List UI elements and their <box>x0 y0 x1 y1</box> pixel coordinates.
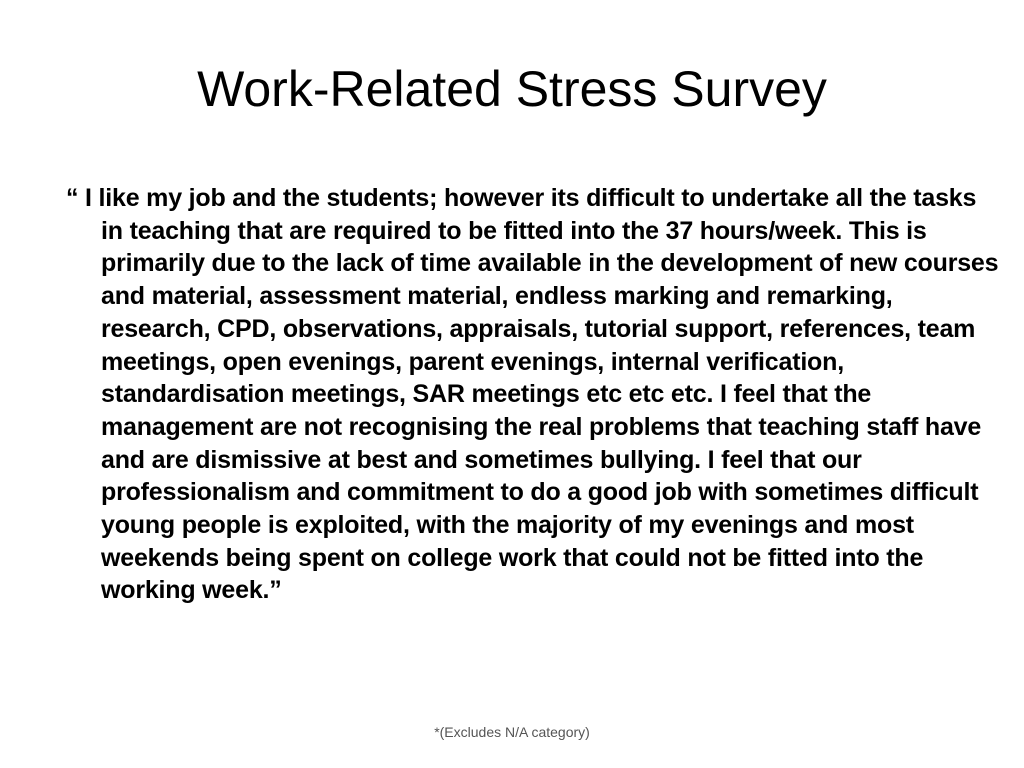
quote-text: “ I like my job and the students; however its difficult to undertake all the tasks in teaching that are required to be fitted into the 37 hours/week. This is primarily due to the lack of time available in the development of new courses and material, assessment material, endless marking and remarking, research, CPD, observations, appraisals, tutorial support, references, team meetings, open evenings, parent evenings, internal verification, standardisation meetings, SAR meetings etc etc etc. I feel that the management are not recognising the real problems that teaching staff have and are dismissive at best and sometimes bullying. I feel that our professionalism and commitment to do a good job with sometimes difficult young people is exploited, with the majority of my evenings and most weekends being spent on college work that could not be fitted into the working week.” <box>66 184 999 605</box>
footnote: *(Excludes N/A category) <box>434 724 590 740</box>
slide-title: Work-Related Stress Survey <box>197 61 827 117</box>
